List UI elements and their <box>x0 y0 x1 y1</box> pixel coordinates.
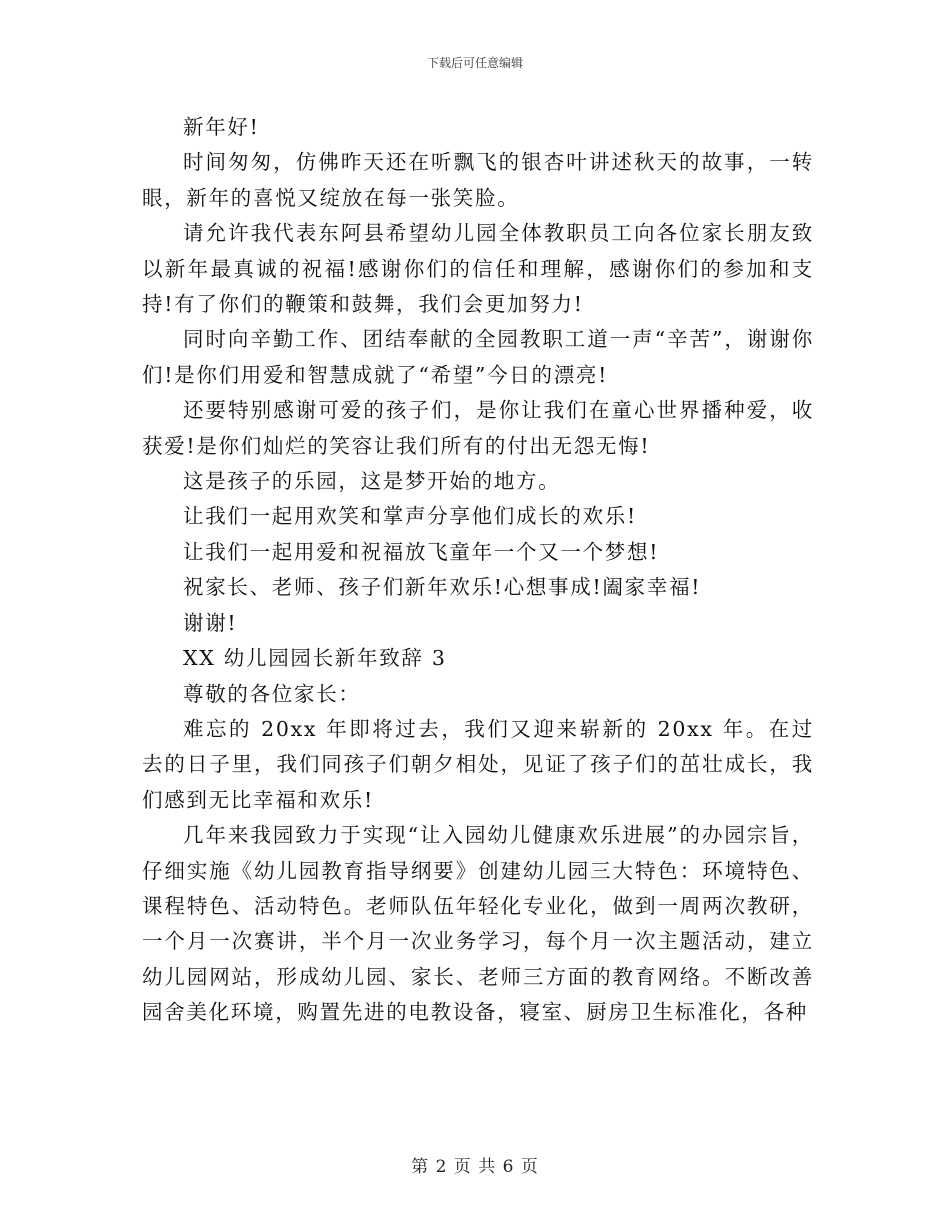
body-paragraph: 难忘的 20xx 年即将过去，我们又迎来崭新的 20xx 年。在过去的日子里，我们同孩子们朝夕相处，见证了孩子们的茁壮成长，我们感到无比幸福和欢乐! <box>142 716 814 812</box>
body-paragraph: 祝家长、老师、孩子们新年欢乐!心想事成!阖家幸福! <box>183 575 702 600</box>
body-paragraph: 这是孩子的乐园，这是梦开始的地方。 <box>183 469 561 494</box>
salutation-paragraph: 尊敬的各位家长： <box>183 681 361 706</box>
body-paragraph: 几年来我园致力于实现“让入园幼儿健康欢乐进展”的办园宗旨，仔细实施《幼儿园教育指导纲要》创建幼儿园三大特色：环境特色、课程特色、活动特色。老师队伍年轻化专业化，做到一周两次教研，一个月一次赛讲，半个月一次业务学习，每个月一次主题活动，建立幼儿园网站，形成幼儿园、家长、老师三方面的教育网络。不断改善园舍美化环境，购置先进的电教设备，寝室、厨房卫生标准化，各种 <box>142 823 814 1025</box>
header-note: 下载后可任意编辑 <box>426 56 523 70</box>
body-paragraph: 同时向辛勤工作、团结奉献的全园教职工道一声“辛苦”，谢谢你们!是你们用爱和智慧成就了“希望”今日的漂亮! <box>142 327 814 387</box>
greeting-paragraph: 新年好! <box>183 115 260 139</box>
body-paragraph: 让我们一起用爱和祝福放飞童年一个又一个梦想! <box>183 539 660 564</box>
body-paragraph: 请允许我代表东阿县希望幼儿园全体教职员工向各位家长朋友致以新年最真诚的祝福!感谢你们的信任和理解，感谢你们的参加和支持!有了你们的鞭策和鼓舞，我们会更加努力! <box>142 221 814 317</box>
page-number: 第 2 页 共 6 页 <box>411 1157 539 1177</box>
body-paragraph: 让我们一起用欢笑和掌声分享他们成长的欢乐! <box>183 504 637 529</box>
closing-paragraph: 谢谢! <box>183 610 238 635</box>
section-title: XX 幼儿园园长新年致辞 3 <box>183 646 447 671</box>
body-paragraph: 还要特别感谢可爱的孩子们，是你让我们在童心世界播种爱，收获爱!是你们灿烂的笑容让我们所有的付出无怨无悔! <box>142 398 814 458</box>
document-body <box>142 110 814 1031</box>
body-paragraph: 时间匆匆，仿佛昨天还在听飘飞的银杏叶讲述秋天的故事，一转眼，新年的喜悦又绽放在每一张笑脸。 <box>142 150 814 210</box>
